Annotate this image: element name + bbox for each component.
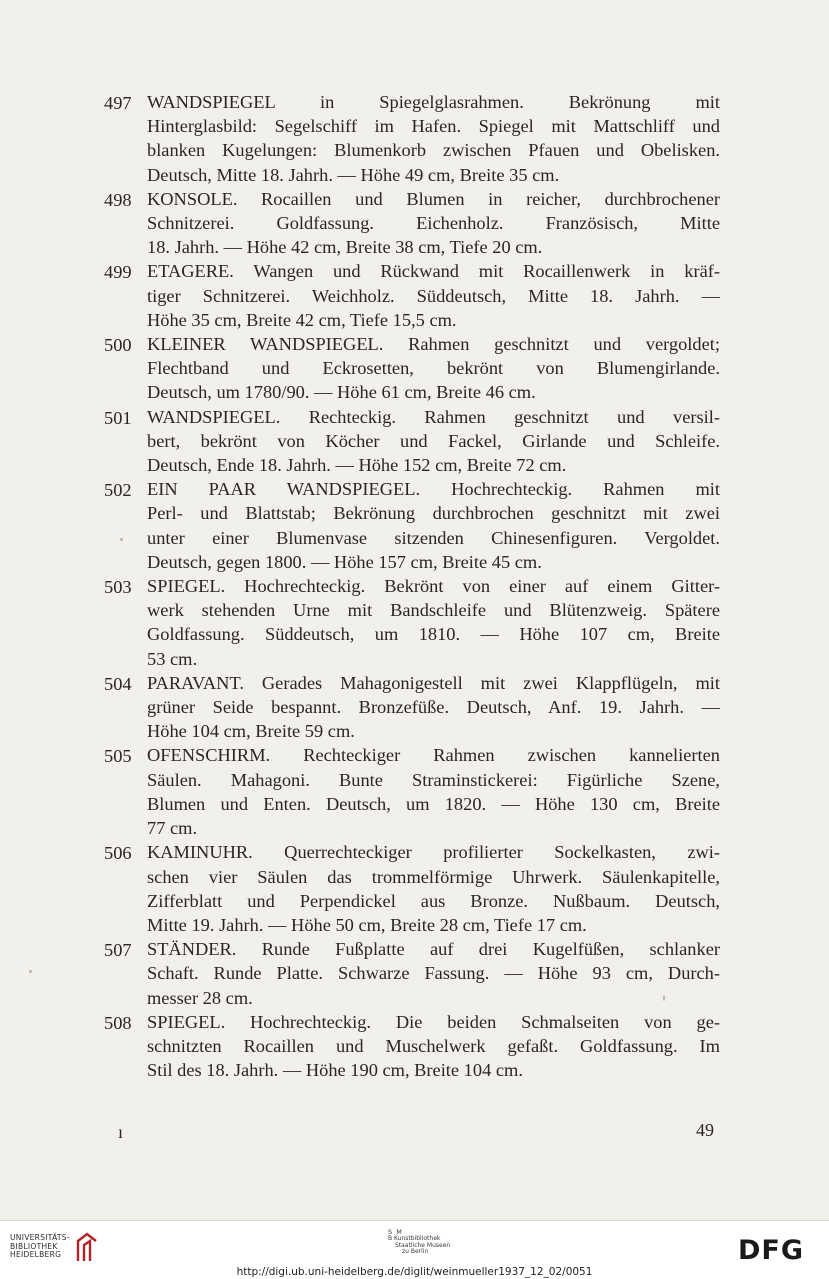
catalogue-entry [104,574,720,671]
entry-number: 507 [104,940,132,961]
catalogue-entry [104,937,720,1010]
catalogue-entry [104,743,720,840]
entry-text-line: Flechtband und Eckrosetten, bekrönt von Blumengirlande. [147,358,720,379]
paper-speck [120,538,123,541]
entry-text-line: Perl- und Blattstab; Bekrönung durchbrochen geschnitzt mit zwei [147,503,720,524]
digitization-footer [0,1220,829,1279]
entry-number: 501 [104,407,132,428]
university-library-label: UNIVERSITÄTS- BIBLIOTHEK HEIDELBERG [10,1233,70,1259]
university-logo-icon [75,1231,99,1265]
entry-number: 502 [104,480,132,501]
permalink-url[interactable]: http://digi.ub.uni-heidelberg.de/diglit/weinmueller1937_12_02/0051 [236,1266,593,1278]
entry-text-line: Deutsch, Ende 18. Jahrh. — Höhe 152 cm, Breite 72 cm. [147,455,567,476]
entry-text-line: Schnitzerei. Goldfassung. Eichenholz. Französisch, Mitte [147,213,720,234]
catalogue-entry [104,671,720,744]
entry-text-line: KAMINUHR. Querrechteckiger profilierter Sockelkasten, zwi- [147,842,720,863]
paper-speck [663,995,665,1001]
entry-text-line: messer 28 cm. [147,987,253,1008]
entry-text-line: WANDSPIEGEL. Rechteckig. Rahmen geschnitzt und versil- [147,406,720,427]
kunstbibliothek-stamp: S M B Kunstbibliothek Staatliche Museen zu Berlin [388,1228,451,1256]
entry-text-line: Deutsch, gegen 1800. — Höhe 157 cm, Breite 45 cm. [147,551,542,572]
entry-text-line: SPIEGEL. Hochrechteckig. Die beiden Schmalseiten von ge- [147,1011,720,1032]
entry-text-line: werk stehenden Urne mit Bandschleife und Blütenzweig. Spätere [147,600,720,621]
entry-text-line: unter einer Blumenvase sitzenden Chinesenfiguren. Vergoldet. [147,527,720,548]
entry-text-line: Deutsch, Mitte 18. Jahrh. — Höhe 49 cm, Breite 35 cm. [147,164,560,185]
entry-text-line: PARAVANT. Gerades Mahagonigestell mit zwei Klappflügeln, mit [147,672,720,693]
entry-text-line: Säulen. Mahagoni. Bunte Straminstickerei: Figürliche Szene, [147,769,720,790]
catalogue-entry [104,477,720,574]
entry-number: 506 [104,843,132,864]
entry-text-line: Zifferblatt und Perpendickel aus Bronze. Nußbaum. Deutsch, [147,890,720,911]
entry-text-line: schen vier Säulen das trommelförmige Uhrwerk. Säulenkapitelle, [147,866,720,887]
entry-text-line: Mitte 19. Jahrh. — Höhe 50 cm, Breite 28 cm, Tiefe 17 cm. [147,914,587,935]
entry-text-line: Deutsch, um 1780/90. — Höhe 61 cm, Breite 46 cm. [147,382,536,403]
entry-text-line: Schaft. Runde Platte. Schwarze Fassung. — Höhe 93 cm, Durch- [147,963,720,984]
paper-speck [29,970,32,973]
catalogue-entry [104,259,720,332]
entry-number: 503 [104,577,132,598]
page-folio [0,1120,829,1144]
entry-text-line: Hinterglasbild: Segelschiff im Hafen. Spiegel mit Mattschliff und [147,116,720,137]
entry-text-line: SPIEGEL. Hochrechteckig. Bekrönt von einer auf einem Gitter- [147,576,720,597]
page-number: 49 [696,1120,714,1140]
entry-text-line: OFENSCHIRM. Rechteckiger Rahmen zwischen kannelierten [147,745,720,766]
entry-text-line: ETAGERE. Wangen und Rückwand mit Rocaillenwerk in kräf- [147,261,720,282]
catalogue-entry [104,187,720,260]
entry-text-line: EIN PAAR WANDSPIEGEL. Hochrechteckig. Rahmen mit [147,479,720,500]
entry-number: 499 [104,262,132,283]
catalogue-entry [104,90,720,187]
catalogue-entry [104,840,720,937]
entry-text-line: bert, bekrönt von Köcher und Fackel, Girlande und Schleife. [147,430,720,451]
catalogue-entry [104,332,720,405]
entry-text-line: 53 cm. [147,648,198,669]
catalogue-entries [104,90,720,1082]
entry-text-line: grüner Seide bespannt. Bronzefüße. Deutsch, Anf. 19. Jahrh. — [147,697,720,718]
entry-text-line: 18. Jahrh. — Höhe 42 cm, Breite 38 cm, Tiefe 20 cm. [147,237,543,258]
entry-text-line: WANDSPIEGEL in Spiegelglasrahmen. Bekrönung mit [147,92,720,112]
entry-text-line: Höhe 104 cm, Breite 59 cm. [147,721,355,742]
entry-number: 500 [104,335,132,356]
dfg-logo: DFG [738,1235,805,1266]
entry-text-line: KONSOLE. Rocaillen und Blumen in reicher, durchbrochener [147,188,720,209]
entry-text-line: STÄNDER. Runde Fußplatte auf drei Kugelfüßen, schlanker [147,939,720,960]
entry-text-line: KLEINER WANDSPIEGEL. Rahmen geschnitzt und vergoldet; [147,334,720,355]
entry-text-line: 77 cm. [147,818,198,839]
entry-number: 508 [104,1012,132,1033]
entry-number: 504 [104,673,132,694]
entry-text-line: Höhe 35 cm, Breite 42 cm, Tiefe 15,5 cm. [147,309,457,330]
entry-text-line: Blumen und Enten. Deutsch, um 1820. — Höhe 130 cm, Breite [147,793,720,814]
entry-text-line: tiger Schnitzerei. Weichholz. Süddeutsch, Mitte 18. Jahrh. — [147,285,720,306]
entry-text-line: Stil des 18. Jahrh. — Höhe 190 cm, Breite 104 cm. [147,1060,523,1081]
catalogue-entry [104,1010,720,1083]
folio-mark: ı [118,1122,124,1142]
entry-number: 505 [104,746,132,767]
entry-text-line: blanken Kugelungen: Blumenkorb zwischen Pfauen und Obelisken. [147,140,720,161]
catalogue-entry [104,405,720,478]
entry-number: 497 [104,93,132,113]
entry-number: 498 [104,189,132,210]
entry-text-line: Goldfassung. Süddeutsch, um 1810. — Höhe 107 cm, Breite [147,624,720,645]
entry-text-line: schnitzten Rocaillen und Muschelwerk gefaßt. Goldfassung. Im [147,1035,720,1056]
